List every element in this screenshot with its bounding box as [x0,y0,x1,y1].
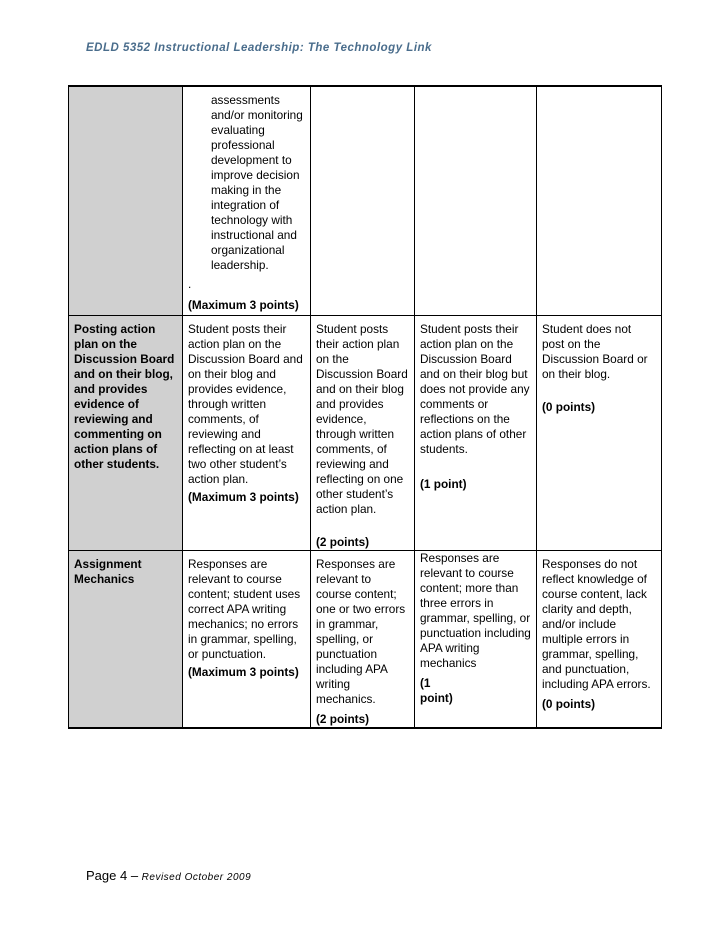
criterion-label: Assignment Mechanics [74,556,142,586]
rubric-cell [311,315,415,550]
criterion-cell [69,86,183,315]
list-item: instructional and [211,228,297,242]
points-label: (0 points) [542,399,596,414]
points-label: (2 points) [316,534,370,549]
rubric-cell [537,315,662,550]
list-item: and/or monitoring [211,108,303,122]
criterion-label: Posting action plan on the Discussion Board and on their blog, and provides evidence of reviewing and commenting on action plans of other students. [74,321,175,471]
list-item: improve decision [211,168,300,182]
table-row [69,315,662,550]
criterion-cell [69,315,183,550]
cell-text: Student posts their action plan on the Discussion Board and on their blog and provides evidence, through written comments, of reviewing and reflecting on at least two other student’s action plan. [188,321,303,486]
cell-text: Responses are relevant to course content; student uses correct APA writing mechanics; no errors in grammar, spelling, or punctuation. [188,556,301,661]
rubric-cell [183,550,311,728]
table-row [69,550,662,728]
rubric-cell [537,550,662,728]
cell-text: Student posts their action plan on the Discussion Board and on their blog and provides evidence, through written comments, of reviewing and reflecting on one other student’s action plan. [316,321,408,516]
rubric-cell [183,315,311,550]
separator-dot: . [188,277,192,291]
cell-text: Responses are relevant to course content; more than three errors in grammar, spelling, or punctuation including APA writing mechanics [420,550,531,670]
list-item: integration of [211,198,280,212]
page-number: Page 4 – [86,868,142,883]
list-item: organizational [211,243,285,257]
list-item: leadership. [211,258,269,272]
rubric-cell [415,86,537,315]
rubric-cell [183,86,311,315]
rubric-cell [415,315,537,550]
rubric-table [68,85,662,729]
cell-text: Responses do not reflect knowledge of course content, lack clarity and depth, and/or include multiple errors in grammar, spelling, and punctuation, including APA errors. [542,556,651,691]
points-label: (1 point) [420,675,453,705]
points-label: (1 point) [420,476,467,491]
criterion-cell [69,550,183,728]
list-item: development to [211,153,292,167]
points-label: (Maximum 3 points) [188,298,299,312]
cell-text: Student does not post on the Discussion Board or on their blog. [542,321,648,381]
list-item: technology with [211,213,293,227]
points-label: (0 points) [542,696,596,711]
table-row [69,86,662,315]
list-item: professional [211,138,275,152]
points-label: (Maximum 3 points) [188,664,299,679]
points-label: (2 points) [316,711,370,726]
rubric-cell [415,550,537,728]
cell-text: Responses are relevant to course content; one or two errors in grammar, spelling, or punctuation including APA writing mechanics. [316,556,406,706]
list-item: assessments [211,93,280,107]
bullet-list [188,93,305,273]
points-label: (Maximum 3 points) [188,489,299,504]
list-item: evaluating [211,123,265,137]
rubric-cell [311,550,415,728]
document-header: EDLD 5352 Instructional Leadership: The Technology Link [86,42,432,54]
list-item: making in the [211,183,282,197]
rubric-cell [311,86,415,315]
cell-text: Student posts their action plan on the Discussion Board and on their blog but does not provide any comments or reflections on the action plans of other students. [420,321,530,456]
revision-date: Revised October 2009 [141,872,252,883]
rubric-cell [537,86,662,315]
page-footer [86,868,251,883]
